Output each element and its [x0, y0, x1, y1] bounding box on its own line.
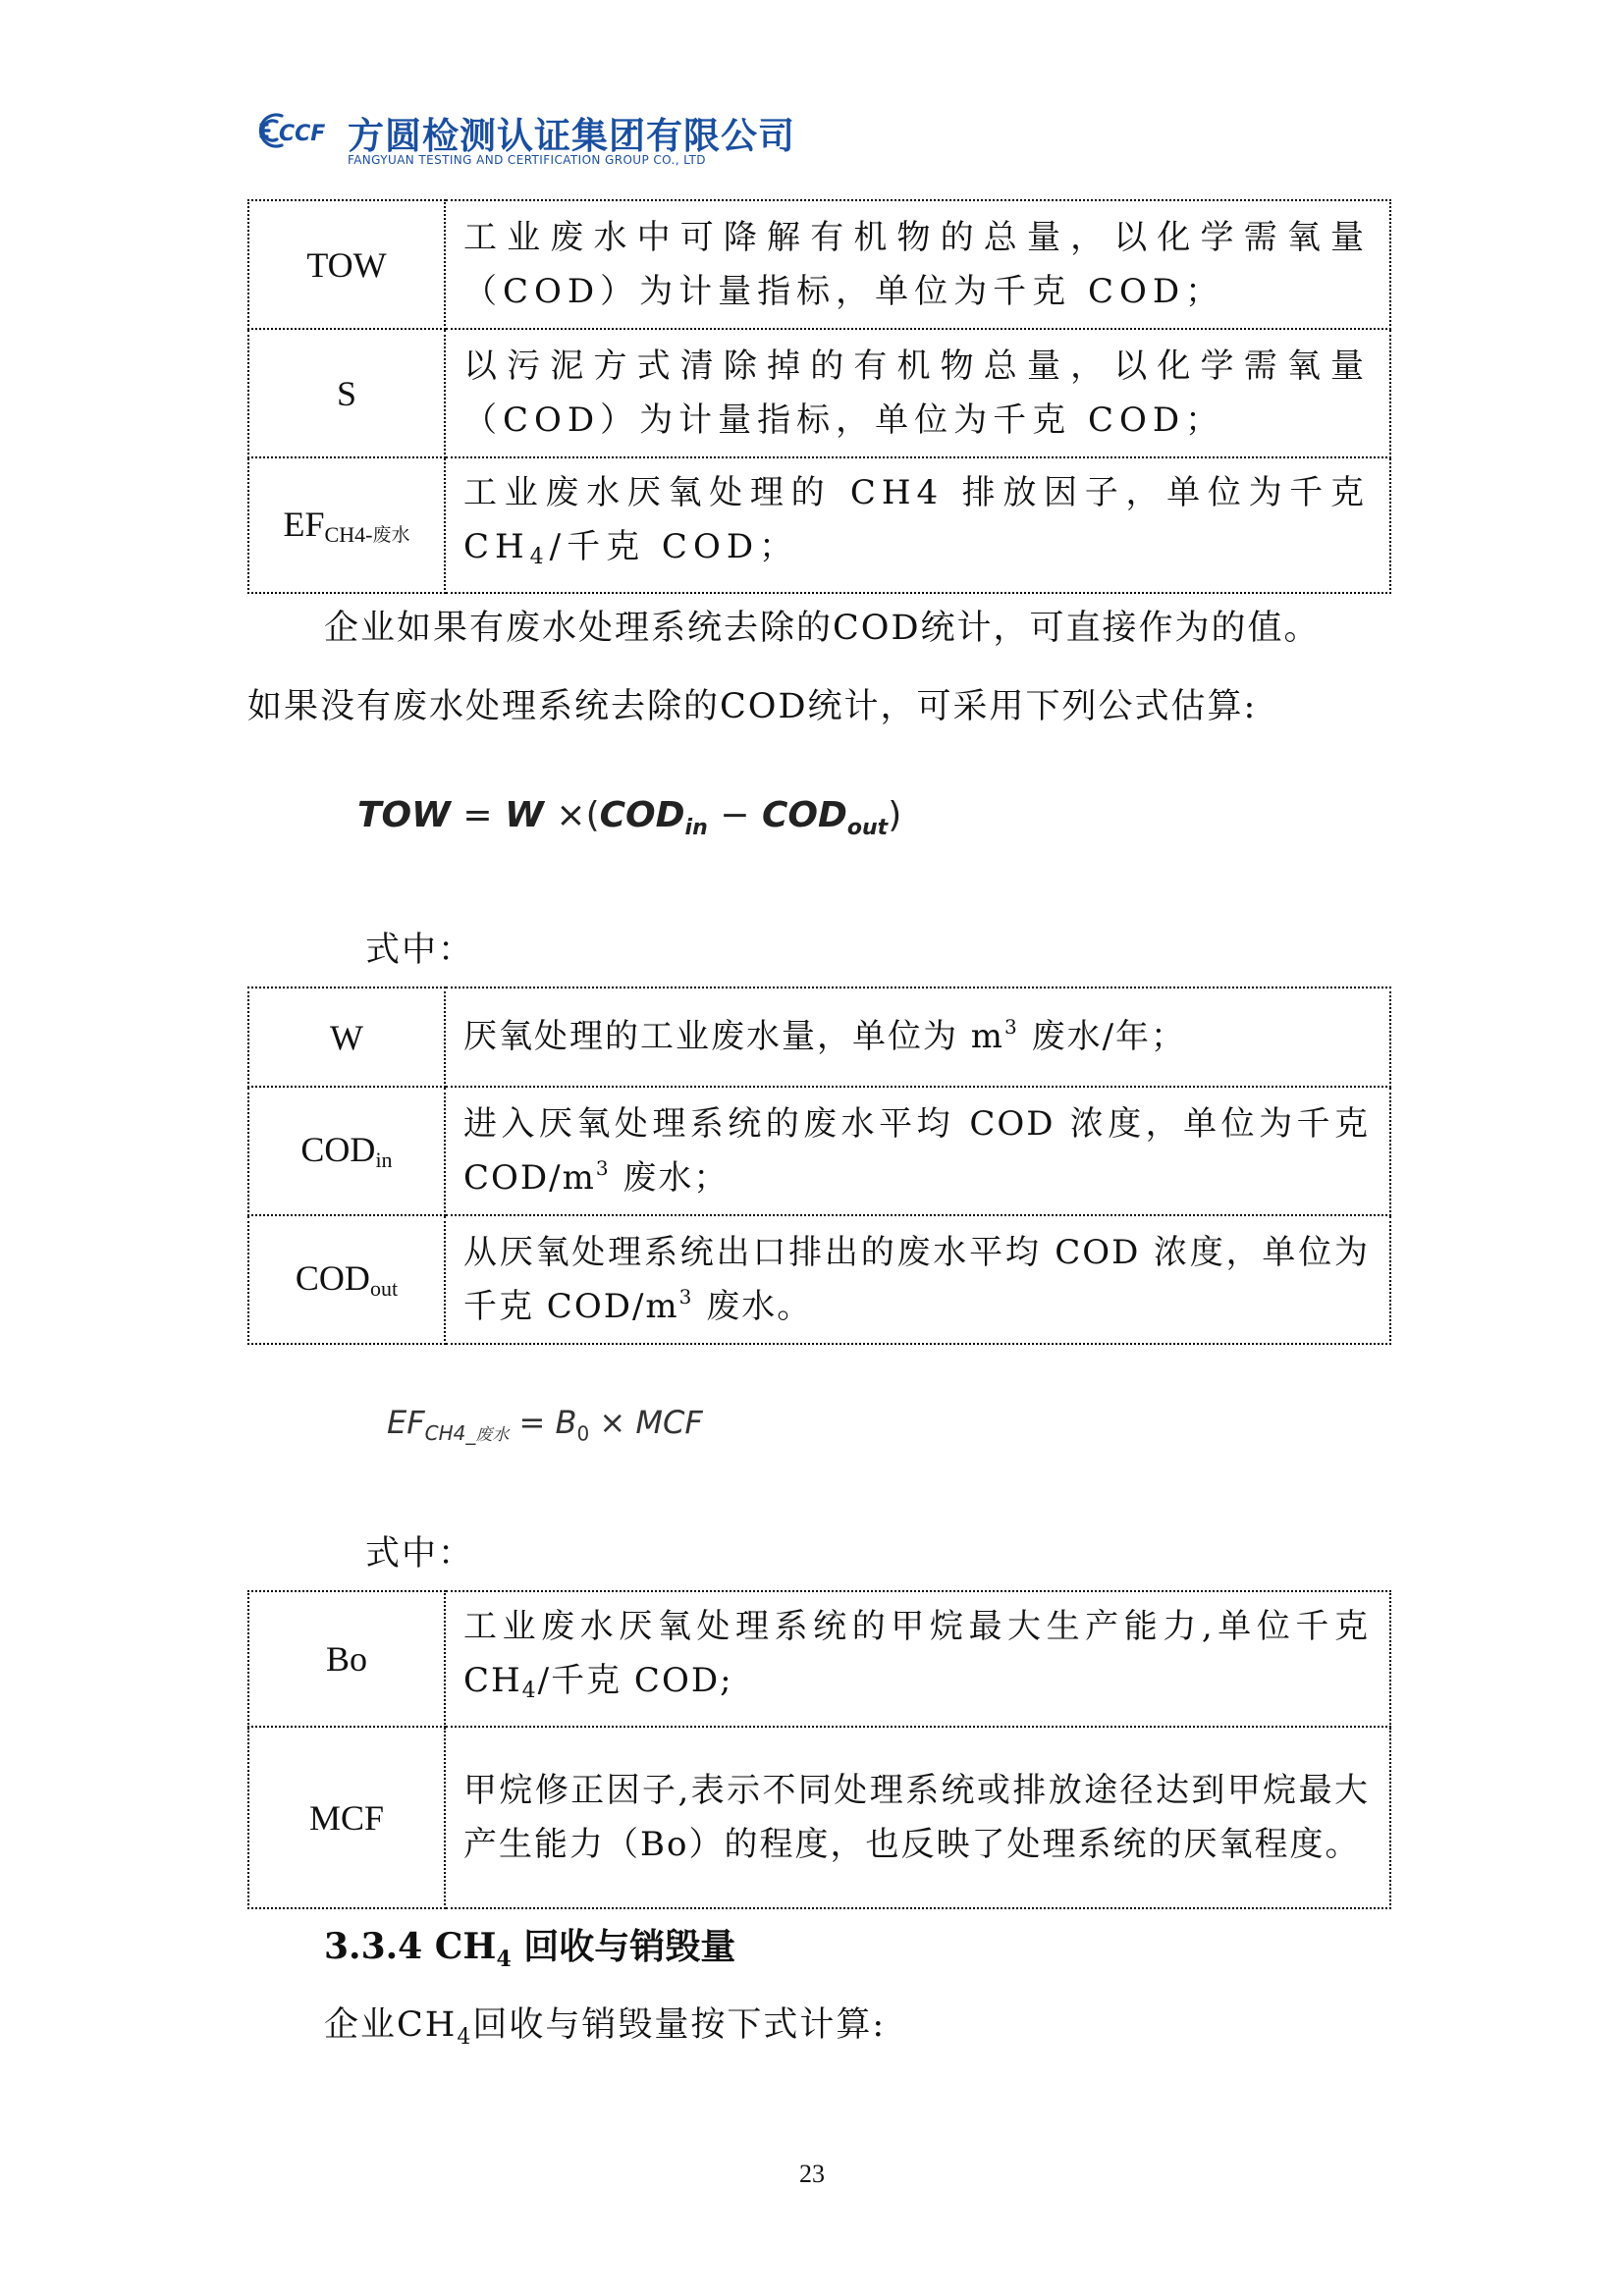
description-cell: 从厌氧处理系统出口排出的废水平均 COD 浓度，单位为千克 COD/$m^3$ 废水。: [445, 1215, 1390, 1344]
paragraph: 企业$CH_4$回收与销毁量按下式计算:: [324, 2005, 887, 2050]
table-row: [248, 988, 1390, 1087]
description-cell: 以污泥方式清除掉的有机物总量，以化学需氧量（COD）为计量指标，单位为千克 COD；: [445, 329, 1390, 457]
symbol-cell: $EF_{CH4-废水}$: [248, 457, 445, 593]
section-heading: 3.3.4 $CH_4$ 回收与销毁量: [324, 1926, 736, 1973]
symbol-cell: W: [248, 988, 445, 1087]
symbol-cell: MCF: [248, 1727, 445, 1908]
table-row: [248, 1727, 1390, 1908]
definition-table-3: [247, 1590, 1391, 1909]
symbol-cell: TOW: [248, 200, 445, 329]
description-cell: 工业废水厌氧处理的 CH4 排放因子，单位为千克 $CH_4/$千克 COD；: [445, 457, 1390, 593]
where-label: 式中：: [365, 931, 475, 970]
table-row: [248, 1087, 1390, 1215]
definition-table-1: [247, 199, 1391, 594]
table-row: [248, 457, 1390, 593]
symbol-cell: $COD_{out}$: [248, 1215, 445, 1344]
page-header: [257, 104, 807, 171]
symbol-cell: Bo: [248, 1591, 445, 1727]
definition-table-2: [247, 987, 1391, 1345]
table-row: [248, 1215, 1390, 1344]
paragraph: 企业如果有废水处理系统去除的COD统计，可直接作为的值。: [324, 609, 1321, 648]
company-name-en: FANGYUAN TESTING AND CERTIFICATION GROUP CO., LTD: [348, 153, 706, 167]
formula-tow: TOW = $W \times(COD_{in} - COD_{out})$: [357, 795, 902, 841]
description-cell: 厌氧处理的工业废水量，单位为 $m^3$ 废水/年；: [445, 988, 1390, 1087]
description-cell: 甲烷修正因子,表示不同处理系统或排放途径达到甲烷最大产生能力（Bo）的程度，也反映了处理系统的厌氧程度。: [445, 1727, 1390, 1908]
company-logo-icon: [257, 108, 342, 153]
formula-ef: $EF_{CH4\_废水} = B_0$ × MCF: [387, 1404, 703, 1446]
symbol-cell: $COD_{in}$: [248, 1087, 445, 1215]
description-cell: 进入厌氧处理系统的废水平均 COD 浓度，单位为千克 COD/$m^3$ 废水；: [445, 1087, 1390, 1215]
table-row: [248, 329, 1390, 457]
symbol-cell: S: [248, 329, 445, 457]
company-name-cn: 方圆检测认证集团有限公司: [348, 115, 795, 157]
description-cell: 工业废水中可降解有机物的总量，以化学需氧量（COD）为计量指标，单位为千克 COD；: [445, 200, 1390, 329]
table-row: [248, 200, 1390, 329]
page-number: 23: [799, 2160, 825, 2188]
table-row: [248, 1591, 1390, 1727]
description-cell: 工业废水厌氧处理系统的甲烷最大生产能力,单位千克 $CH_4/$千克 COD;: [445, 1591, 1390, 1727]
svg-text:CCF: CCF: [279, 122, 326, 146]
paragraph: 如果没有废水处理系统去除的COD统计，可采用下列公式估算:: [247, 687, 1258, 726]
where-label: 式中：: [365, 1534, 475, 1574]
